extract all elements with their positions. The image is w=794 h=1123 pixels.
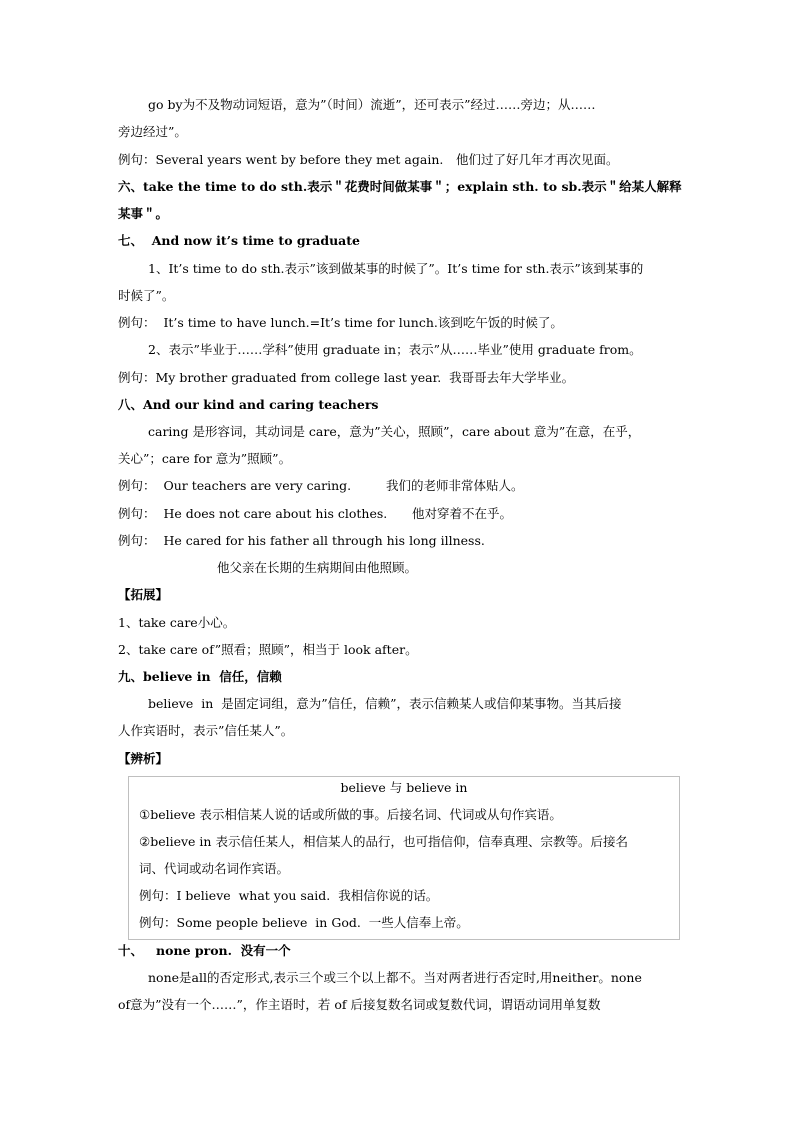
- paragraph-none-line1: none是all的否定形式,表示三个或三个以上都不。当对两者进行否定时,用neither。none: [148, 970, 642, 985]
- example-graduate: 例句：My brother graduated from college last year. 我哥哥去年大学毕业。: [118, 370, 575, 385]
- example-care-about-cn: 他对穿着不在乎。: [412, 506, 513, 521]
- extension-title: 【拓展】: [118, 587, 169, 602]
- extension-item-1: 1、take care小心。: [118, 615, 236, 630]
- example-care-for-cn: 他父亲在长期的生病期间由他照顾。: [217, 560, 418, 575]
- paragraph-time-line1: 1、It’s time to do sth.表示”该到做某事的时候了”。It’s time for sth.表示”该到某事的: [148, 261, 644, 276]
- distinction-title: 【辨析】: [118, 751, 169, 766]
- example-go-by-en: 例句：Several years went by before they met again.: [118, 152, 444, 167]
- comparison-point-2-line1: ②believe in 表示信任某人，相信某人的品行，也可指信仰，信奉真理、宗教等。后接名: [139, 834, 628, 849]
- paragraph-believe-line1: believe in 是固定词组，意为”信任，信赖”，表示信赖某人或信仰某事物。当其后接: [148, 696, 622, 711]
- paragraph-none-line2: of意为”没有一个……”，作主语时，若 of 后接复数名词或复数代词，谓语动词用单复数: [118, 997, 601, 1012]
- example-caring-cn: 我们的老师非常体贴人。: [386, 478, 524, 493]
- paragraph-time-line2: 时候了”。: [118, 288, 175, 303]
- paragraph-graduate: 2、表示”毕业于……学科”使用 graduate in；表示”从……毕业”使用 graduate from。: [148, 342, 642, 357]
- comparison-point-2-line2: 词、代词或动名词作宾语。: [139, 861, 290, 876]
- heading-six-line2: 某事＂。: [118, 206, 169, 221]
- example-go-by-cn: 他们过了好几年才再次见面。: [456, 152, 619, 167]
- heading-eight: 八、And our kind and caring teachers: [118, 397, 379, 412]
- paragraph-go-by-line2: 旁边经过”。: [118, 124, 187, 139]
- heading-six-line1: 六、take the time to do sth.表示＂花费时间做某事＂；explain sth. to sb.表示＂给某人解释: [118, 179, 682, 194]
- extension-item-2: 2、take care of”照看；照顾”，相当于 look after。: [118, 642, 418, 657]
- heading-seven: 七、 And now it’s time to graduate: [118, 233, 360, 248]
- comparison-point-1: ①believe 表示相信某人说的话或所做的事。后接名词、代词或从句作宾语。: [139, 807, 562, 822]
- paragraph-caring-line2: 关心”；care for 意为”照顾”。: [118, 451, 292, 466]
- example-care-for-en: 例句： He cared for his father all through his long illness.: [118, 533, 485, 548]
- comparison-box-title: believe 与 believe in: [340, 780, 468, 795]
- comparison-example-2: 例句：Some people believe in God. 一些人信奉上帝。: [139, 915, 469, 930]
- paragraph-go-by-line1: go by为不及物动词短语，意为”（时间）流逝”，还可表示”经过……旁边；从……: [148, 97, 596, 112]
- heading-ten: 十、 none pron. 没有一个: [118, 943, 291, 958]
- example-lunch: 例句： It’s time to have lunch.=It’s time for lunch.该到吃午饭的时候了。: [118, 315, 563, 330]
- comparison-box: [128, 776, 680, 940]
- comparison-example-1: 例句：I believe what you said. 我相信你说的话。: [139, 888, 439, 903]
- example-caring-en: 例句： Our teachers are very caring.: [118, 478, 352, 493]
- paragraph-believe-line2: 人作宾语时，表示”信任某人”。: [118, 723, 294, 738]
- heading-nine: 九、believe in 信任，信赖: [118, 669, 282, 684]
- example-care-about-en: 例句： He does not care about his clothes.: [118, 506, 388, 521]
- paragraph-caring-line1: caring 是形容词，其动词是 care，意为”关心，照顾”，care about 意为”在意，在乎，: [148, 424, 641, 439]
